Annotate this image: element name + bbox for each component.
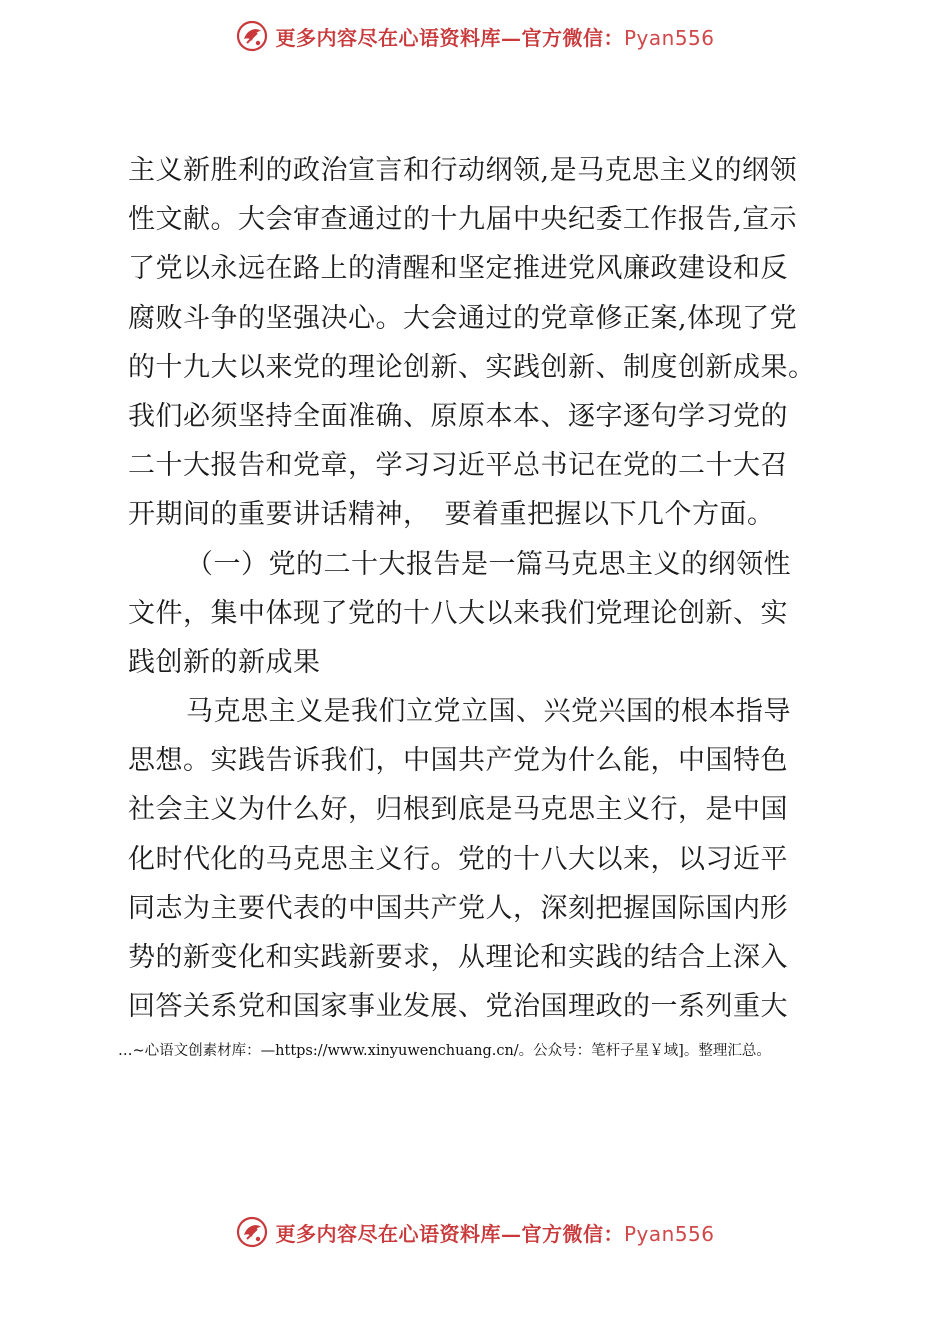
section-heading-line: 文件，集中体现了党的十八大以来我们党理论创新、实 xyxy=(128,597,788,629)
section-heading-line: 践创新的新成果 xyxy=(128,646,321,678)
logo-icon xyxy=(235,1215,269,1249)
body-text xyxy=(128,146,848,1031)
text-line: 马克思主义是我们立党立国、兴党兴国的根本指导 xyxy=(186,696,791,728)
text-line: 思想。实践告诉我们，中国共产党为什么能，中国特色 xyxy=(128,745,788,777)
text-line: 社会主义为什么好，归根到底是马克思主义行，是中国 xyxy=(128,794,788,826)
watermark-text: 更多内容尽在心语资料库—官方微信：Pyan556 xyxy=(275,25,715,50)
text-line: 腐败斗争的坚强决心。大会通过的党章修正案,体现了党 xyxy=(128,302,798,334)
section-heading-line: （一）党的二十大报告是一篇马克思主义的纲领性 xyxy=(186,548,791,580)
text-line: 开期间的重要讲话精神， 要着重把握以下几个方面。 xyxy=(128,499,775,531)
header-watermark xyxy=(0,16,950,56)
watermark-text: 更多内容尽在心语资料库—官方微信：Pyan556 xyxy=(275,1221,715,1246)
text-line: 化时代化的马克思主义行。党的十八大以来，以习近平 xyxy=(128,843,788,875)
text-line: 同志为主要代表的中国共产党人，深刻把握国际国内形 xyxy=(128,892,788,924)
text-line: 的十九大以来党的理论创新、实践创新、制度创新成果。 xyxy=(128,351,816,383)
text-line: 性文献。大会审查通过的十九届中央纪委工作报告,宣示 xyxy=(128,204,798,236)
watermark-handle: Pyan556 xyxy=(623,25,715,50)
text-line: 了党以永远在路上的清醒和坚定推进党风廉政建设和反 xyxy=(128,253,788,285)
logo-icon xyxy=(235,19,269,53)
footnote: …~心语文创素材库：—https://www.xinyuwenchuang.cn/。公众号：笔杆子星￥域]。整理汇总。 xyxy=(118,1043,771,1059)
text-line: 回答关系党和国家事业发展、党治国理政的一系列重大 xyxy=(128,991,788,1023)
watermark-handle: Pyan556 xyxy=(623,1221,715,1246)
text-line: 势的新变化和实践新要求，从理论和实践的结合上深入 xyxy=(128,942,788,973)
text-line: 二十大报告和党章，学习习近平总书记在党的二十大召 xyxy=(128,450,788,482)
footer-watermark xyxy=(0,1212,950,1252)
text-line: 我们必须坚持全面准确、原原本本、逐字逐句学习党的 xyxy=(128,400,788,432)
text-line: 主义新胜利的政治宣言和行动纲领,是马克思主义的纲领 xyxy=(128,155,798,186)
